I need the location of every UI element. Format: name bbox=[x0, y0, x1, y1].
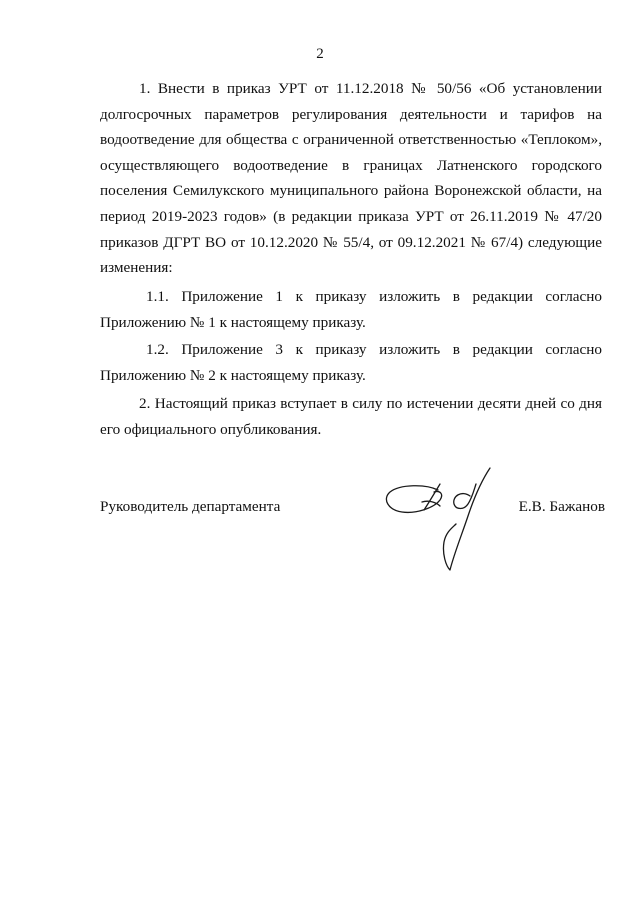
text-line: его официального опубликования. bbox=[100, 420, 322, 438]
text-line: осуществляющего водоотведение в границах Латненского городского bbox=[100, 156, 602, 174]
text-line: приказов ДГРТ ВО от 10.12.2020 № 55/4, от 09.12.2021 № 67/4) следующие bbox=[100, 233, 602, 251]
page-number: 2 bbox=[316, 46, 324, 62]
text-line: поселения Семилукского муниципального района Воронежской области, на bbox=[100, 182, 602, 200]
paragraph-appendix-3 bbox=[100, 337, 602, 388]
text-line: изменения: bbox=[100, 259, 173, 277]
signatory-position: Руководитель департамента bbox=[100, 498, 281, 515]
text-line: Приложению № 2 к настоящему приказу. bbox=[100, 366, 366, 384]
text-line: 2. Настоящий приказ вступает в силу по истечении десяти дней со дня bbox=[139, 395, 602, 412]
signatory-name: Е.В. Бажанов bbox=[518, 498, 605, 515]
paragraph-effective-date bbox=[100, 391, 602, 442]
text-line: 1.2. Приложение 3 к приказу изложить в редакции согласно bbox=[146, 341, 602, 358]
paragraph-appendix-1 bbox=[100, 284, 602, 335]
handwritten-signature bbox=[382, 462, 500, 574]
text-line: водоотведение для общества с ограниченной ответственностью «Теплоком», bbox=[100, 131, 602, 149]
text-line: 1. Внести в приказ УРТ от 11.12.2018 № 50/56 «Об установлении bbox=[139, 80, 602, 97]
paragraph-amendment bbox=[100, 76, 602, 281]
text-line: период 2019-2023 годов» (в редакции приказа УРТ от 26.11.2019 № 47/20 bbox=[100, 207, 602, 225]
text-line: Приложению № 1 к настоящему приказу. bbox=[100, 313, 366, 331]
text-line: 1.1. Приложение 1 к приказу изложить в редакции согласно bbox=[146, 288, 602, 305]
text-line: долгосрочных параметров регулирования деятельности и тарифов на bbox=[100, 105, 602, 123]
